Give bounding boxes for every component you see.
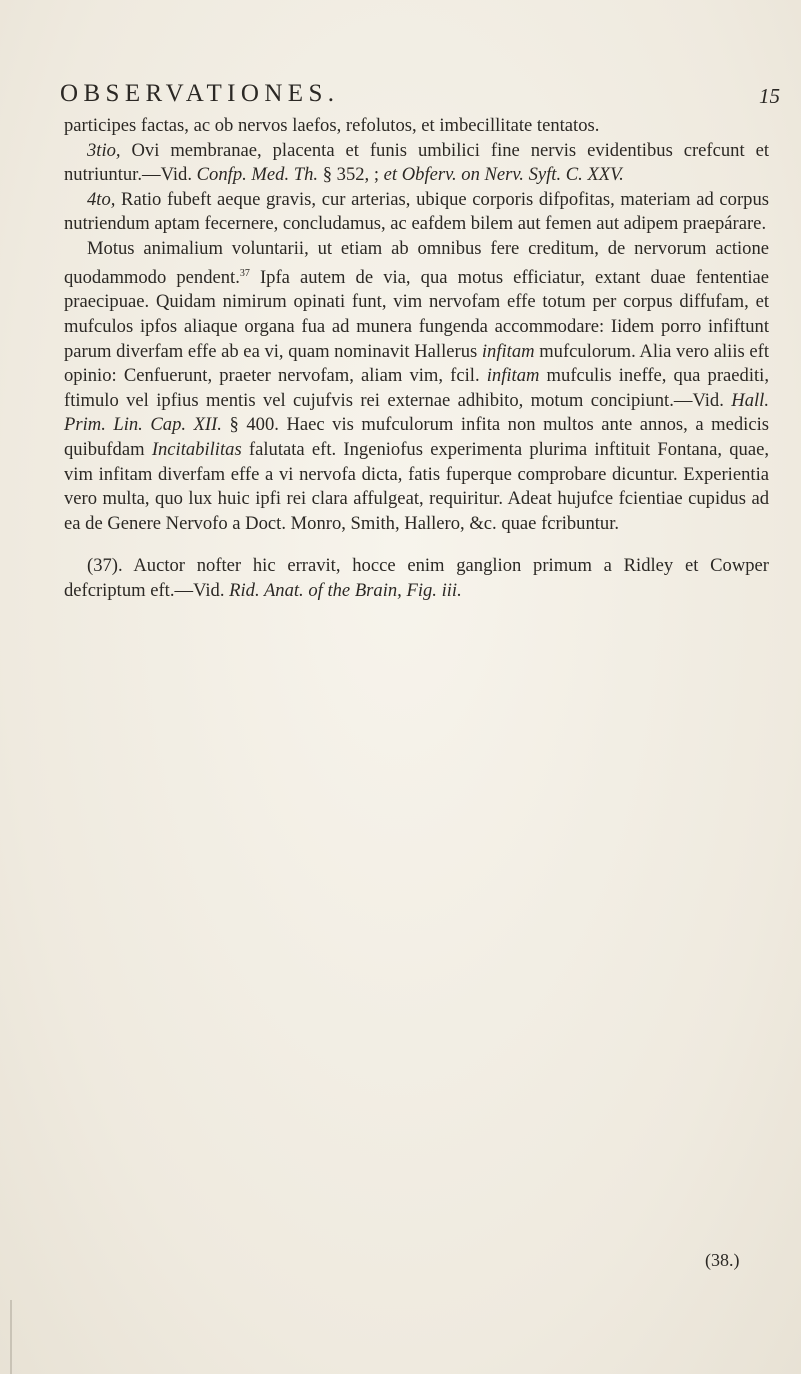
paragraph-4-d: mufculis ineffe, qua praediti, ftimulo vel ipfius mentis vel cujufvis rei externae adhibito, motum concipiunt.—Vid. (64, 365, 769, 411)
catchword: (38.) (705, 1250, 740, 1270)
page-number: 15 (759, 84, 780, 108)
paragraph-3 (64, 188, 769, 237)
term-insitam: infitam (481, 340, 535, 362)
paragraph-2-text: Ovi membranae, placenta et funis umbilici fine nervis evidentibus crefcunt et nutriuntur.—Vid. (64, 139, 769, 186)
running-head: OBSERVATIONES. (60, 80, 340, 107)
paragraph-4-f: falutata eft. Ingeniofus experimenta plurima inftituit Fontana, quae, vim infitam diverfam effe a vi nervofa dicta, fatis fuperque comprobare dicuntur. Experientia vero multa, quo lux huic ipfi rei clara affulgeat, requiritur. Adeat hujufce fcientiae cupidus ad ea de Genere Nervofo a Doct. Monro, Smith, Hallero, &c. quae fcribuntur. (64, 438, 769, 534)
page-header (60, 80, 780, 112)
footnote-label: (37). (87, 555, 123, 577)
paragraph-1: participes factas, ac ob nervos laefos, refolutos, et imbecillitate tentatos. (64, 115, 600, 136)
paragraph-4-c: mufculorum. Alia vero aliis eft opinio: Cenfuerunt, praeter nervofam, aliam vim, fcil. (64, 340, 769, 387)
paragraph-4-a: Motus animalium voluntarii, ut etiam ab omnibus fere creditum, de nervorum actione quodammodo pendent. (64, 237, 769, 288)
footnote-text: Auctor nofter hic erravit, hocce enim ganglion primum a Ridley et Cowper defcriptum eft.—Vid. (64, 555, 769, 601)
paragraph-2-section: § 352, ; (318, 164, 384, 186)
item-number-3: 3tio, (87, 139, 121, 161)
footnote-citation: Rid. Anat. of the Brain, Fig. iii. (229, 579, 462, 601)
citation-obs-nerv: et Obferv. on Nerv. Syft. C. XXV. (383, 164, 624, 186)
page-edge-mark (10, 1300, 12, 1374)
paragraph-2 (64, 139, 769, 188)
footnote (64, 554, 769, 603)
term-insitam-2: infitam (486, 365, 540, 387)
paragraph-4-b: Ipfa autem de via, qua motus efficiatur, extant duae fententiae praecipuae. Quidam nimirum opinati funt, vim nervofam effe totum per corpus diffufam, et mufculos ipfos aliaque organa fua ad munera fungenda accommodare: Iidem porro infiftunt parum diverfam effe ab ea vi, quam nominavit Hallerus (64, 266, 769, 362)
citation-haller: Hall. Prim. Lin. Cap. XII. (64, 389, 769, 436)
term-incitabilitas: Incitabilitas (151, 438, 242, 460)
paragraph-4 (64, 237, 769, 536)
footnote-marker: 37 (239, 267, 250, 279)
paragraph-4-e: § 400. Haec vis mufculorum infita non multos ante annos, a medicis quibufdam (64, 414, 769, 460)
citation-consp-med: Confp. Med. Th. (196, 164, 319, 186)
body-text (64, 114, 769, 603)
paragraph-3-text: Ratio fubeft aeque gravis, cur arterias, ubique corporis difpofitas, materiam ad corpus nutriendum aptam fecernere, concludamus, ac eafdem bilem aut femen aut adipem praepárare. (64, 188, 769, 235)
item-number-4: 4to, (87, 188, 116, 210)
